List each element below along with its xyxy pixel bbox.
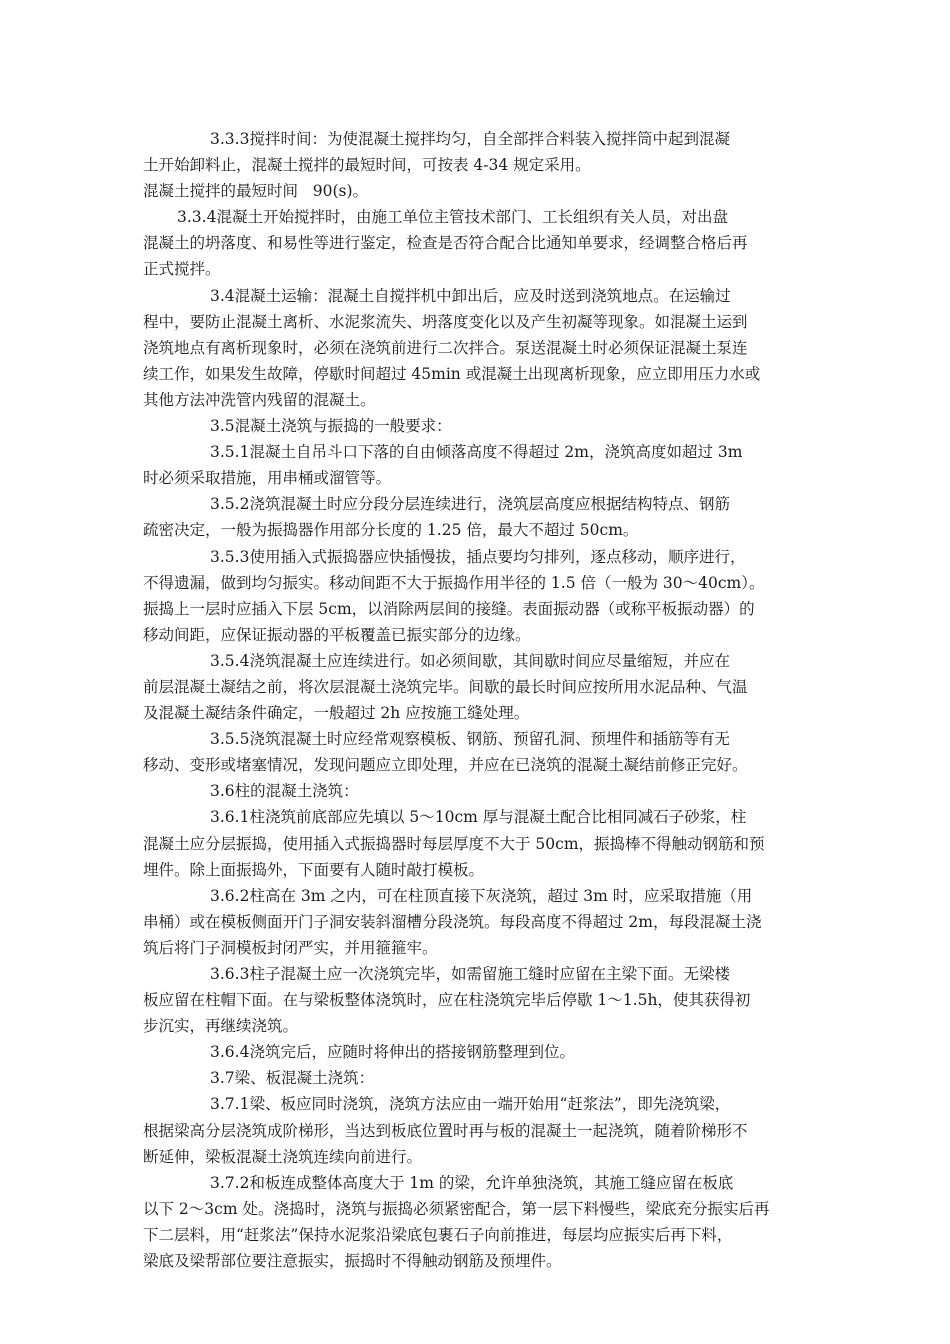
paragraph-first-line: [143, 961, 815, 987]
paragraph-line: 板应留在柱帽下面。在与梁板整体浇筑时，应在柱浇筑完毕后停歇 1～1.5h，使其获得初: [143, 991, 751, 1010]
heading-text: 混凝土浇筑与振捣的一般要求：: [234, 417, 452, 436]
section-number: 3.3.4: [177, 208, 217, 227]
section-number: 3.5.3: [210, 547, 250, 566]
paragraph-line: 断延伸，梁板混凝土浇筑连续向前进行。: [143, 1147, 423, 1166]
paragraph-first-line: [143, 648, 815, 674]
paragraph-line: 疏密决定，一般为振捣器作用部分长度的 1.25 倍，最大不超过 50cm。: [143, 521, 639, 540]
paragraph-line: 程中，要防止混凝土离析、水泥浆流失、坍落度变化以及产生初凝等现象。如混凝土运到: [143, 312, 748, 331]
section-number: 3.5.5: [210, 730, 250, 749]
section-number: 3.5.4: [210, 651, 250, 670]
heading-text: 梁、板混凝土浇筑：: [234, 1069, 375, 1088]
section-heading: [143, 778, 815, 804]
section-number: 3.5.2: [210, 495, 250, 514]
paragraph-line: 下二层料，用“赶浆法”保持水泥浆沿梁底包裹石子向前推进，每层均应振实后再下料，: [143, 1225, 733, 1244]
document-body: [143, 126, 815, 1274]
paragraph-first-line: [143, 204, 815, 230]
paragraph-text: 使用插入式振捣器应快插慢拔，插点要均匀排列，逐点移动，顺序进行，: [249, 547, 746, 566]
paragraph-first-line: [143, 491, 815, 517]
paragraph-line: 土开始卸料止，混凝土搅拌的最短时间，可按表 4-34 规定采用。: [143, 156, 591, 175]
section-number: 3.5: [210, 417, 235, 436]
paragraph-first-line: [143, 544, 815, 570]
paragraph-line: 混凝土的坍落度、和易性等进行鉴定，检查是否符合配合比通知单要求，经调整合格后再: [143, 234, 748, 253]
paragraph-text: 浇筑混凝土应连续进行。如必须间歇，其间歇时间应尽量缩短，并应在: [249, 651, 730, 670]
section-number: 3.6: [210, 782, 235, 801]
paragraph-first-line: [143, 1170, 815, 1196]
section-number: 3.7.1: [210, 1095, 250, 1114]
paragraph-text: 梁、板应同时浇筑，浇筑方法应由一端开始用“赶浆法”，即先浇筑梁，: [249, 1095, 731, 1114]
paragraph-line: 浇筑地点有离析现象时，必须在浇筑前进行二次拌合。泵送混凝土时必须保证混凝土泵连: [143, 338, 748, 357]
paragraph-text: 浇筑混凝土时应分段分层连续进行，浇筑层高度应根据结构特点、钢筋: [249, 495, 730, 514]
paragraph-first-line: [143, 726, 815, 752]
paragraph-line: 及混凝土凝结条件确定，一般超过 2h 应按施工缝处理。: [143, 704, 530, 723]
paragraph-text: 混凝土开始搅拌时，由施工单位主管技术部门、工长组织有关人员，对出盘: [216, 208, 728, 227]
paragraph-line: 以下 2～3cm 处。浇捣时，浇筑与振捣必须紧密配合，第一层下料慢些，梁底充分振实后再: [143, 1199, 770, 1218]
section-number: 3.6.2: [210, 886, 250, 905]
section-number: 3.3.3: [210, 130, 250, 148]
section-heading: [143, 413, 815, 439]
paragraph-line: 梁底及梁帮部位要注意振实，振捣时不得触动钢筋及预埋件。: [143, 1252, 562, 1271]
paragraph-text: 混凝土运输：混凝土自搅拌机中卸出后，应及时送到浇筑地点。在运输过: [234, 286, 731, 305]
paragraph-first-line: [143, 126, 815, 152]
paragraph-line: 移动、变形或堵塞情况，发现问题应立即处理，并应在已浇筑的混凝土凝结前修正完好。: [143, 756, 748, 775]
paragraph-text: 柱浇筑前底部应先填以 5～10cm 厚与混凝土配合比相同减石子砂浆，柱: [249, 808, 747, 827]
paragraph-line: 其他方法冲洗管内残留的混凝土。: [143, 390, 376, 409]
section-number: 3.4: [210, 286, 235, 305]
section-number: 3.6.4: [210, 1043, 250, 1062]
paragraph-line: 混凝土搅拌的最短时间 90(s)。: [143, 182, 369, 201]
paragraph-text: 柱子混凝土应一次浇筑完毕，如需留施工缝时应留在主梁下面。无梁楼: [249, 965, 730, 983]
paragraph-line: 前层混凝土凝结之前，将次层混凝土浇筑完毕。间歇的最长时间应按所用水泥品种、气温: [143, 677, 748, 696]
section-heading: [143, 1065, 815, 1091]
section-number: 3.7.2: [210, 1173, 250, 1192]
paragraph-first-line: [143, 883, 815, 909]
paragraph-text: 混凝土自吊斗口下落的自由倾落高度不得超过 2m，浇筑高度如超过 3m: [249, 443, 743, 462]
paragraph-text: 浇筑混凝土时应经常观察模板、钢筋、预留孔洞、预埋件和插筋等有无: [249, 730, 730, 749]
paragraph-line: 筑后将门子洞模板封闭严实，并用箍箍牢。: [143, 938, 438, 957]
paragraph-line: 埋件。除上面振捣外，下面要有人随时敲打模板。: [143, 860, 485, 879]
paragraph-first-line: [143, 1091, 815, 1117]
paragraph-text: 搅拌时间：为使混凝土搅拌均匀，自全部拌合料装入搅拌筒中起到混凝: [249, 130, 730, 148]
paragraph-first-line: [143, 283, 815, 309]
paragraph-first-line: [143, 1039, 815, 1065]
paragraph-line: 移动间距，应保证振动器的平板覆盖已振实部分的边缘。: [143, 625, 531, 644]
paragraph-line: 振捣上一层时应插入下层 5cm，以消除两层间的接缝。表面振动器（或称平板振动器）的: [143, 599, 755, 618]
paragraph-line: 正式搅拌。: [143, 260, 221, 279]
section-number: 3.6.1: [210, 808, 250, 827]
paragraph-line: 根据梁高分层浇筑成阶梯形，当达到板底位置时再与板的混凝土一起浇筑，随着阶梯形不: [143, 1121, 748, 1140]
paragraph-line: 不得遗漏，做到均匀振实。移动间距不大于振捣作用半径的 1.5 倍（一般为 30～40cm）。: [143, 573, 765, 592]
paragraph-line: 步沉实，再继续浇筑。: [143, 1017, 299, 1036]
paragraph-line: 时必须采取措施，用串桶或溜管等。: [143, 469, 392, 488]
paragraph-text: 和板连成整体高度大于 1m 的梁，允许单独浇筑，其施工缝应留在板底: [249, 1173, 734, 1192]
paragraph-line: 串桶）或在模板侧面开门子洞安装斜溜槽分段浇筑。每段高度不得超过 2m，每段混凝土浇: [143, 912, 762, 931]
paragraph-first-line: [143, 804, 815, 830]
paragraph-first-line: [143, 439, 815, 465]
section-number: 3.6.3: [210, 965, 250, 983]
section-number: 3.5.1: [210, 443, 250, 462]
paragraph-text: 柱高在 3m 之内，可在柱顶直接下灰浇筑，超过 3m 时，应采取措施（用: [249, 886, 753, 905]
paragraph-text: 浇筑完后，应随时将伸出的搭接钢筋整理到位。: [249, 1043, 575, 1062]
heading-text: 柱的混凝土浇筑：: [234, 782, 359, 801]
paragraph-line: 续工作，如果发生故障，停歇时间超过 45min 或混凝土出现离析现象，应立即用压力水或: [143, 364, 761, 383]
section-number: 3.7: [210, 1069, 235, 1088]
paragraph-line: 混凝土应分层振捣，使用插入式振捣器时每层厚度不大于 50cm，振捣棒不得触动钢筋和预: [143, 834, 765, 853]
